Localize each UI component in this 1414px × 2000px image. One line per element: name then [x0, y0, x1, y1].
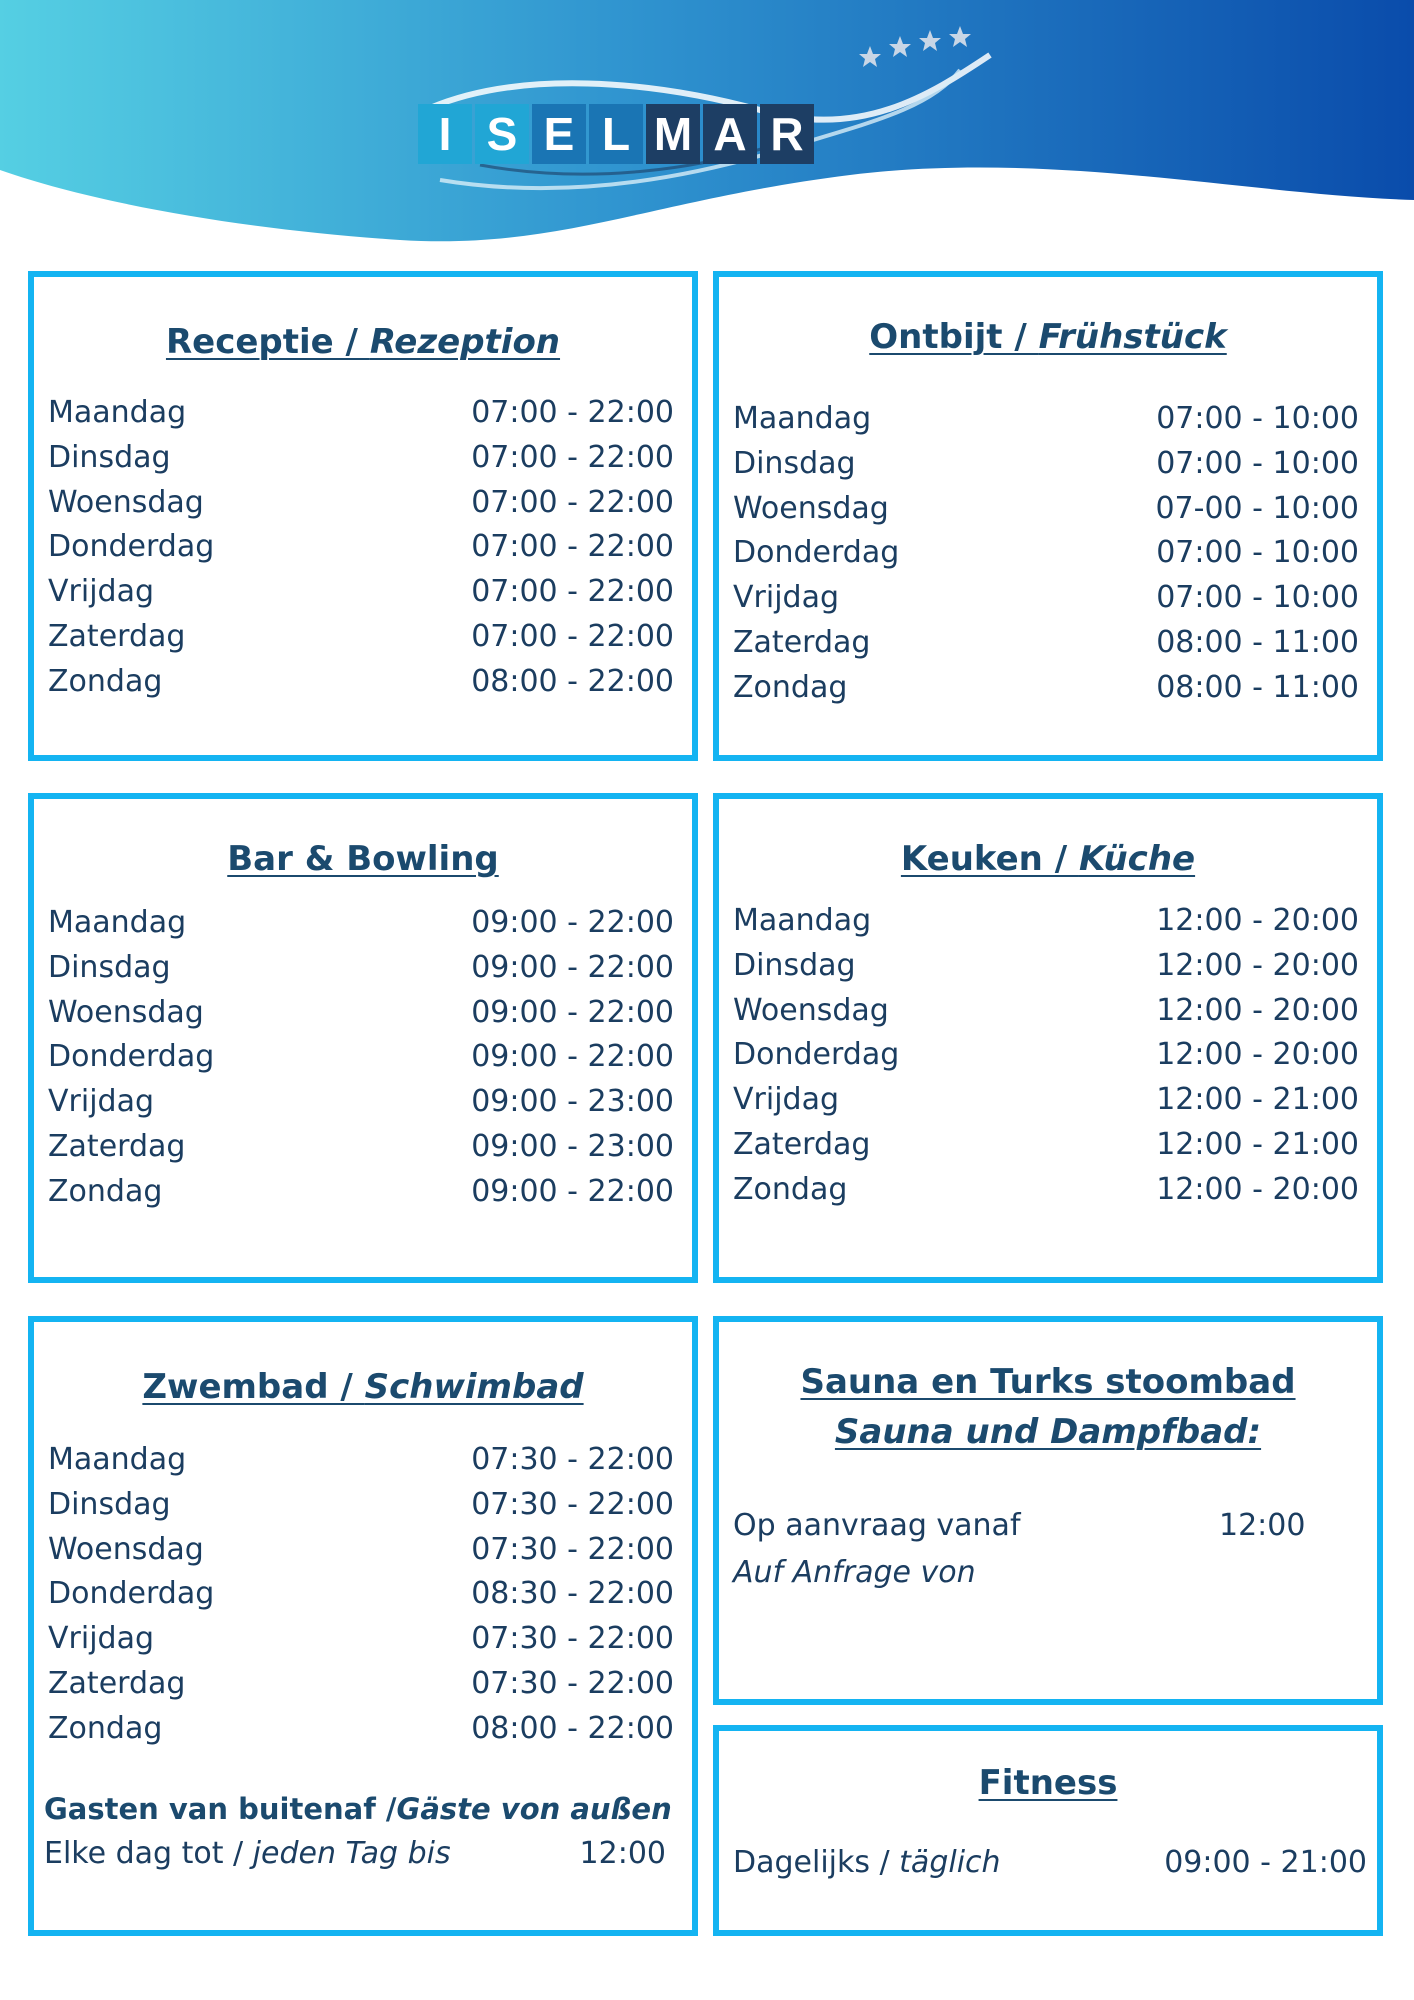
sauna-box: [713, 1316, 1383, 1705]
day-label: Zaterdag: [48, 1665, 186, 1701]
fitness-daily: [733, 1845, 1001, 1880]
time-range: 08:00 - 11:00: [1156, 669, 1359, 705]
time-range: 12:00 - 20:00: [1156, 947, 1359, 983]
header-banner: [0, 0, 1414, 260]
receptie-title: [34, 322, 692, 362]
schedule-row: [719, 491, 1377, 536]
fitness-daily-nl: Dagelijks /: [733, 1845, 900, 1880]
ontbijt-box: [713, 271, 1383, 761]
schedule-row: [34, 440, 692, 485]
fitness-title: Fitness: [978, 1763, 1118, 1803]
logo-letter-r: R: [760, 104, 814, 164]
sauna-title-nl: Sauna en Turks stoombad: [800, 1362, 1296, 1402]
schedule-row: [719, 670, 1377, 715]
schedule-row: [719, 948, 1377, 993]
zwembad-box: [28, 1316, 698, 1936]
time-range: 07:30 - 22:00: [471, 1531, 674, 1567]
schedule-row: [34, 664, 692, 709]
schedule-row: [719, 580, 1377, 625]
keuken-box: [713, 793, 1383, 1283]
logo-letter-m: M: [646, 104, 700, 164]
zwembad-title: [34, 1367, 692, 1407]
guests-daily: [44, 1836, 451, 1871]
schedule-row: [34, 1621, 692, 1666]
zwembad-rows: [34, 1442, 692, 1756]
time-range: 07:00 - 10:00: [1156, 580, 1359, 616]
time-range: 07-00 - 10:00: [1155, 490, 1359, 526]
day-label: Woensdag: [48, 1531, 204, 1567]
day-label: Vrijdag: [48, 1084, 154, 1120]
fitness-box: [713, 1725, 1383, 1936]
time-range: 12:00 - 20:00: [1156, 903, 1359, 938]
zwembad-title-nl: Zwembad /: [142, 1367, 365, 1407]
schedule-row: [34, 1129, 692, 1174]
schedule-row: [34, 1666, 692, 1711]
guests-daily-time: 12:00: [579, 1836, 666, 1871]
schedule-row: [34, 1039, 692, 1084]
day-label: Vrijdag: [733, 1082, 839, 1118]
time-range: 08:00 - 22:00: [471, 1710, 674, 1746]
bar-title: Bar & Bowling: [227, 839, 499, 879]
sauna-request-time: 12:00: [1219, 1508, 1306, 1543]
time-range: 09:00 - 22:00: [471, 994, 674, 1030]
schedule-row: [34, 905, 692, 950]
day-label: Zondag: [48, 1173, 163, 1209]
day-label: Vrijdag: [48, 574, 154, 610]
logo-letter-l: L: [589, 104, 643, 164]
schedule-row: [719, 401, 1377, 446]
day-label: Woensdag: [733, 490, 889, 526]
time-range: 12:00 - 20:00: [1156, 1171, 1359, 1207]
bar-box: [28, 793, 698, 1283]
schedule-row: [34, 619, 692, 664]
day-label: Donderdag: [733, 1037, 900, 1073]
time-range: 07:30 - 22:00: [471, 1621, 674, 1657]
receptie-box: [28, 271, 698, 761]
schedule-row: [34, 1442, 692, 1487]
time-range: 07:30 - 22:00: [471, 1486, 674, 1522]
day-label: Woensdag: [733, 992, 889, 1028]
schedule-row: [719, 446, 1377, 491]
schedule-row: [719, 993, 1377, 1038]
day-label: Donderdag: [48, 529, 215, 565]
logo: [418, 104, 817, 164]
day-label: Donderdag: [48, 1039, 215, 1075]
schedule-row: [719, 625, 1377, 670]
time-range: 07:00 - 22:00: [471, 439, 674, 475]
day-label: Vrijdag: [733, 580, 839, 616]
time-range: 07:00 - 22:00: [471, 529, 674, 565]
day-label: Zondag: [733, 1171, 848, 1207]
keuken-title-nl: Keuken /: [900, 839, 1079, 879]
schedule-row: [719, 1082, 1377, 1127]
day-label: Zaterdag: [733, 624, 871, 660]
schedule-row: [34, 574, 692, 619]
guests-daily-nl: Elke dag tot /: [44, 1836, 253, 1871]
time-range: 07:00 - 22:00: [471, 395, 674, 430]
guests-daily-de: jeden Tag bis: [252, 1836, 451, 1871]
time-range: 12:00 - 21:00: [1156, 1082, 1359, 1118]
schedule-row: [719, 1127, 1377, 1172]
time-range: 07:00 - 10:00: [1156, 445, 1359, 481]
time-range: 08:30 - 22:00: [471, 1576, 674, 1612]
fitness-daily-de: täglich: [899, 1845, 1001, 1880]
ontbijt-rows: [719, 401, 1377, 715]
schedule-row: [34, 1487, 692, 1532]
ontbijt-title-de: Frühstück: [1038, 317, 1227, 357]
ontbijt-title-nl: Ontbijt /: [869, 317, 1039, 357]
schedule-row: [34, 1711, 692, 1756]
day-label: Dinsdag: [48, 1486, 171, 1522]
time-range: 09:00 - 23:00: [471, 1084, 674, 1120]
time-range: 09:00 - 22:00: [471, 1173, 674, 1209]
day-label: Donderdag: [48, 1576, 215, 1612]
sauna-request-de: Auf Anfrage von: [733, 1555, 976, 1590]
schedule-row: [719, 1172, 1377, 1217]
time-range: 08:00 - 22:00: [471, 663, 674, 699]
time-range: 12:00 - 20:00: [1156, 1037, 1359, 1073]
guests-heading: [44, 1792, 672, 1826]
day-label: Zondag: [48, 663, 163, 699]
ontbijt-title: [719, 317, 1377, 357]
time-range: 09:00 - 22:00: [471, 905, 674, 940]
time-range: 07:00 - 10:00: [1156, 535, 1359, 571]
bar-rows: [34, 905, 692, 1219]
logo-letter-e: E: [532, 104, 586, 164]
schedule-row: [719, 535, 1377, 580]
time-range: 07:30 - 22:00: [471, 1665, 674, 1701]
schedule-row: [34, 995, 692, 1040]
day-label: Woensdag: [48, 484, 204, 520]
keuken-rows: [719, 903, 1377, 1217]
guests-heading-nl: Gasten van buitenaf /: [44, 1792, 397, 1826]
receptie-title-nl: Receptie /: [165, 322, 370, 362]
schedule-row: [34, 529, 692, 574]
time-range: 09:00 - 23:00: [471, 1128, 674, 1164]
schedule-row: [34, 1576, 692, 1621]
receptie-rows: [34, 395, 692, 709]
keuken-title: [719, 839, 1377, 879]
receptie-title-de: Rezeption: [369, 322, 561, 362]
logo-letter-s: S: [475, 104, 529, 164]
time-range: 12:00 - 20:00: [1156, 992, 1359, 1028]
time-range: 09:00 - 22:00: [471, 949, 674, 985]
day-label: Maandag: [48, 905, 187, 940]
day-label: Zondag: [733, 669, 848, 705]
schedule-row: [34, 485, 692, 530]
day-label: Donderdag: [733, 535, 900, 571]
day-label: Maandag: [733, 903, 872, 938]
fitness-time: 09:00 - 21:00: [1164, 1845, 1367, 1880]
day-label: Dinsdag: [733, 445, 856, 481]
logo-letter-i: I: [418, 104, 472, 164]
day-label: Zondag: [48, 1710, 163, 1746]
logo-letter-a: A: [703, 104, 757, 164]
guests-heading-de: Gäste von außen: [396, 1792, 672, 1826]
day-label: Zaterdag: [48, 1128, 186, 1164]
day-label: Vrijdag: [48, 1621, 154, 1657]
day-label: Zaterdag: [733, 1126, 871, 1162]
time-range: 07:30 - 22:00: [471, 1442, 674, 1477]
day-label: Dinsdag: [733, 947, 856, 983]
schedule-row: [34, 395, 692, 440]
day-label: Maandag: [733, 401, 872, 436]
schedule-row: [34, 1174, 692, 1219]
day-label: Zaterdag: [48, 618, 186, 654]
time-range: 07:00 - 22:00: [471, 574, 674, 610]
time-range: 07:00 - 22:00: [471, 618, 674, 654]
day-label: Dinsdag: [48, 949, 171, 985]
day-label: Maandag: [48, 1442, 187, 1477]
day-label: Maandag: [48, 395, 187, 430]
time-range: 09:00 - 22:00: [471, 1039, 674, 1075]
schedule-row: [34, 950, 692, 995]
schedule-row: [34, 1532, 692, 1577]
zwembad-title-de: Schwimbad: [364, 1367, 584, 1407]
sauna-title-de: Sauna und Dampfbad:: [834, 1412, 1262, 1452]
time-range: 12:00 - 21:00: [1156, 1126, 1359, 1162]
schedule-row: [719, 1037, 1377, 1082]
day-label: Dinsdag: [48, 439, 171, 475]
time-range: 08:00 - 11:00: [1156, 624, 1359, 660]
sauna-request-nl: Op aanvraag vanaf: [733, 1508, 1021, 1543]
schedule-row: [34, 1084, 692, 1129]
schedule-row: [719, 903, 1377, 948]
day-label: Woensdag: [48, 994, 204, 1030]
time-range: 07:00 - 10:00: [1156, 401, 1359, 436]
keuken-title-de: Küche: [1078, 839, 1196, 879]
time-range: 07:00 - 22:00: [471, 484, 674, 520]
